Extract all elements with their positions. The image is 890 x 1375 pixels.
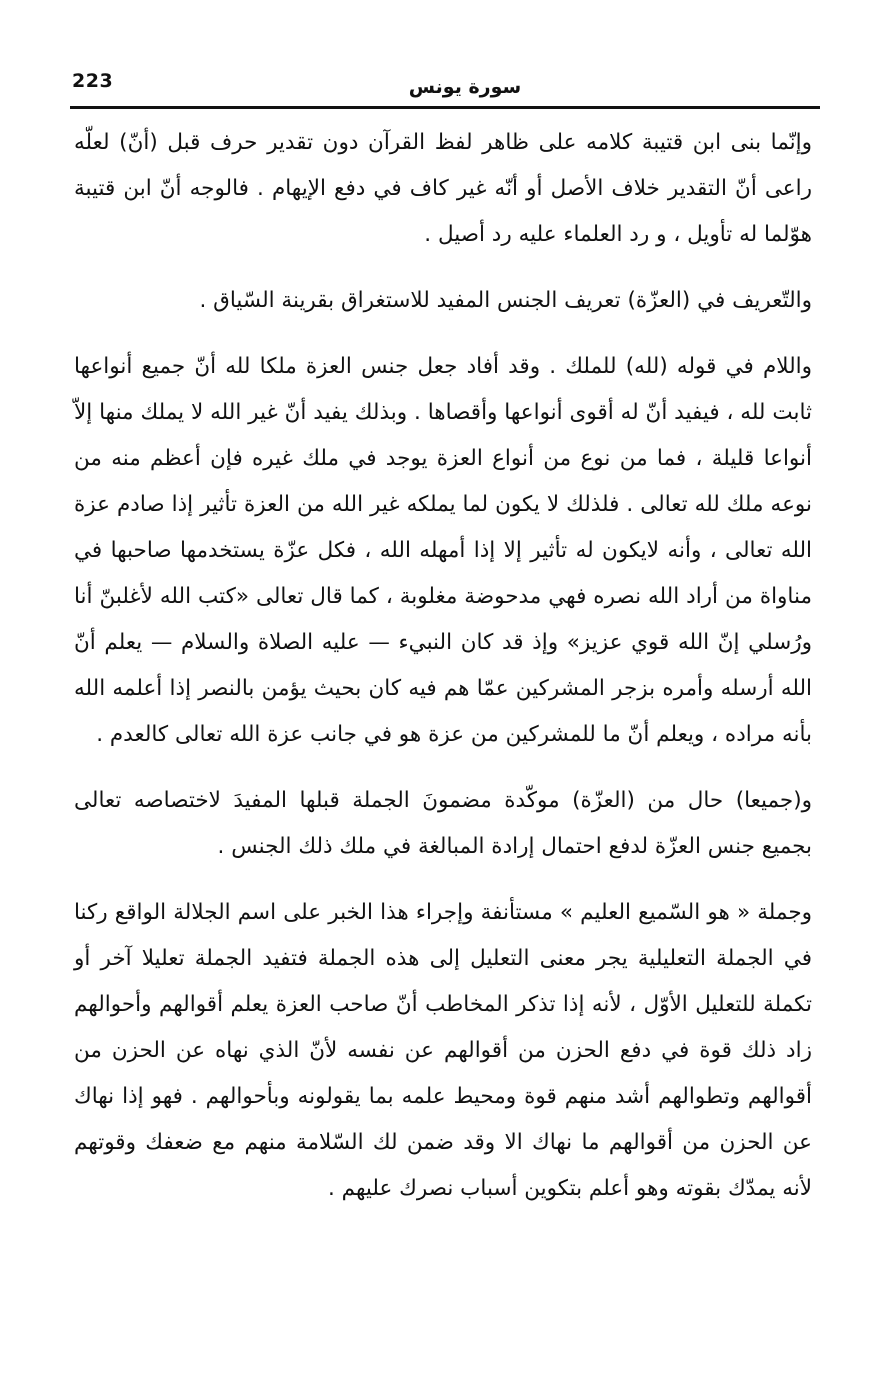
paragraph-text: وجملة « هو السّميع العليم » مستأنفة وإجراء هذا الخبر على اسم الجلالة الواقع ركنا في الجملة التعليلية يجر معنى التعليل إلى هذه الجملة فتفيد الجملة تعليلا آخر أو تكملة للتعليل الأوّل ، لأنه إذا تذكر المخاطب أنّ صاحب العزة يعلم أقوالهم وأحوالهم زاد ذلك قوة في دفع الحزن من أقوالهم عن نفسه لأنّ الذي نهاه عن الحزن من أقوالهم وتطوالهم أشد منهم قوة ومحيط علمه بما يقولونه وبأحوالهم . فهو إذا نهاك عن الحزن من أقوالهم ما نهاك الا وقد ضمن لك السّلامة منهم مع ضعفك وقوتهم لأنه يمدّك بقوته وهو أعلم بتكوين أسباب نصرك عليهم .	[74, 900, 812, 1201]
paragraph-lam-possession	[74, 344, 812, 758]
header-rule	[70, 106, 820, 109]
paragraph-ibn-qutayba	[74, 120, 812, 258]
running-title: سورة يونس	[408, 76, 522, 98]
paragraph-text: وإنّما بنى ابن قتيبة كلامه على ظاهر لفظ القرآن دون تقدير حرف قبل (أنّ) لعلّه راعى أنّ التقدير خلاف الأصل أو أنّه غير كاف في دفع الإيهام . فالوجه أنّ ابن قتيبة هوّلما له تأويل ، و رد العلماء عليه رد أصيل .	[74, 130, 812, 247]
paragraph-definite-article	[74, 278, 812, 324]
paragraph-text: واللام في قوله (لله) للملك . وقد أفاد جعل جنس العزة ملكا لله أنّ جميع أنواعها ثابت لله ، فيفيد أنّ له أقوى أنواعها وأقصاها . وبذلك يفيد أنّ غير الله لا يملك منها إلاّ أنواعا قليلة ، فما من نوع من أنواع العزة يوجد في ملك غيره فإن أعظم منه من نوعه ملك لله تعالى . فلذلك لا يكون لما يملكه غير الله من العزة تأثير إذا صادم عزة الله تعالى ، وأنه لايكون له تأثير إلا إذا أمهله الله ، فكل عزّة يستخدمها صاحبها في مناواة من أراد الله نصره فهي مدحوضة مغلوبة ، كما قال تعالى «كتب الله لأغلبنّ أنا ورُسلي إنّ الله قوي عزيز» وإذ قد كان النبيء — عليه الصلاة والسلام — يعلم أنّ الله أرسله وأمره بزجر المشركين عمّا هم فيه كان بحيث يؤمن بالنصر إذا أعلمه الله بأنه مراده ، ويعلم أنّ ما للمشركين من عزة هو في جانب عزة الله تعالى كالعدم .	[74, 354, 812, 747]
paragraph-samee-aleem	[74, 890, 812, 1212]
paragraph-text: والتّعريف في (العزّة) تعريف الجنس المفيد للاستغراق بقرينة السّياق .	[199, 288, 812, 313]
paragraph-text: و(جميعا) حال من (العزّة) موكّدة مضمونَ الجملة قبلها المفيدَ لاختصاصه تعالى بجميع جنس العزّة لدفع احتمال إرادة المبالغة في ملك ذلك الجنس .	[74, 788, 812, 859]
paragraph-jamian-state	[74, 778, 812, 870]
page-number: 223	[72, 70, 114, 92]
page-body	[74, 120, 812, 1232]
